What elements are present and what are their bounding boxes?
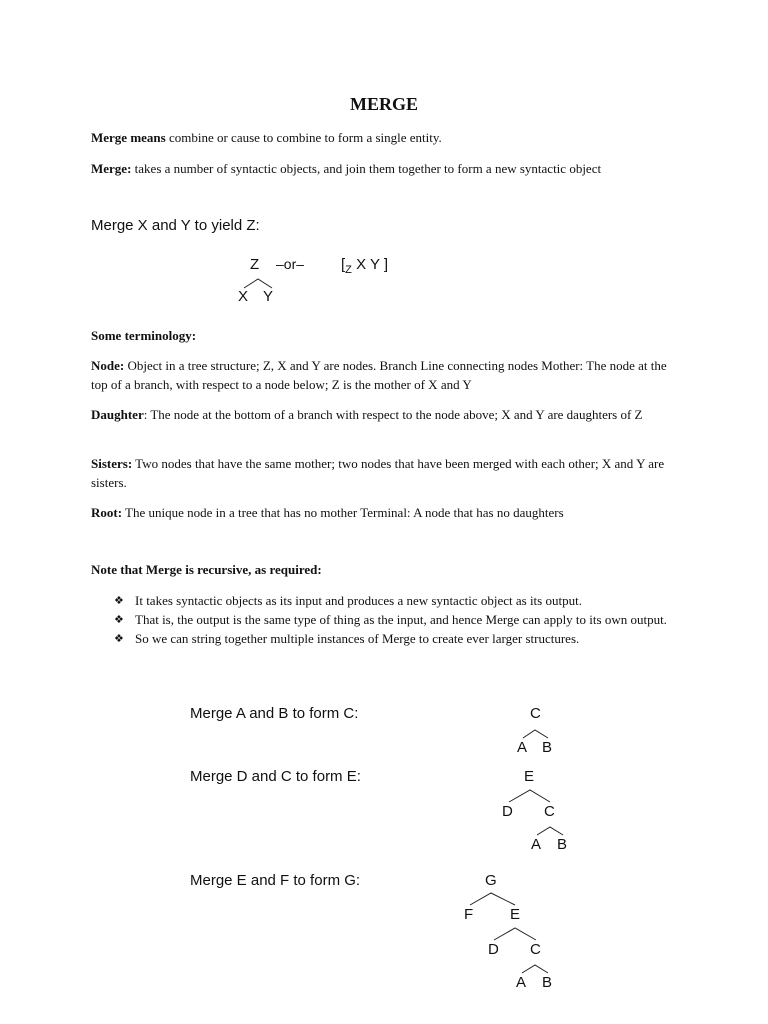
term-label: Sisters: [91, 456, 133, 471]
term-definition: Object in a tree structure; Z, X and Y are nodes. Branch Line connecting nodes Mother: The node at the top of a branch, with respect to a node below; Z is the mother of X and Y [91, 358, 667, 392]
example-caption-merge-ef: Merge E and F to form G: [190, 872, 361, 889]
tree2-branch-top [509, 790, 550, 802]
example1-branch [244, 279, 272, 288]
tree3-branch-top [470, 893, 515, 905]
bracket-open: [ [341, 256, 346, 273]
page-title: MERGE [349, 94, 418, 114]
term-label: Daughter [91, 407, 144, 422]
term-definition: The unique node in a tree that has no mother Terminal: A node that has no daughters [122, 505, 564, 520]
example-caption-merge-dc: Merge D and C to form E: [190, 768, 361, 785]
bullet-text: That is, the output is the same type of thing as the input, and hence Merge can apply to its own output. [135, 612, 667, 627]
tree1-node-a: A [517, 739, 528, 756]
tree3-node-e: E [510, 906, 521, 923]
terminology-heading: Some terminology: [91, 328, 197, 343]
example1-left-node: X [238, 288, 249, 305]
tree2-node-e: E [524, 768, 535, 785]
example1-right-node: Y [263, 288, 274, 305]
tree2-node-b: B [557, 836, 568, 853]
diamond-bullet-icon: ❖ [114, 613, 124, 626]
term-label: Root: [91, 505, 123, 520]
tree2-node-a: A [531, 836, 542, 853]
tree2-node-d: D [502, 803, 513, 820]
recursion-heading: Note that Merge is recursive, as required: [91, 562, 322, 577]
term-definition: : The node at the bottom of a branch with respect to the node above; X and Y are daughters of Z [143, 407, 643, 422]
example1-or-text: –or– [276, 256, 305, 272]
tree1-node-c: C [530, 705, 541, 722]
tree3-node-d: D [488, 941, 499, 958]
term-label: Node: [91, 358, 125, 373]
diamond-bullet-icon: ❖ [114, 594, 124, 607]
tree2-node-c: C [544, 803, 555, 820]
tree3-node-a: A [516, 974, 527, 991]
example1-root-node: Z [250, 256, 260, 273]
bullet-text: So we can string together multiple instances of Merge to create ever larger structures. [135, 631, 580, 646]
term-definition: Two nodes that have the same mother; two nodes that have been merged with each other; X and Y are sisters. [91, 456, 665, 490]
bracket-subscript: Z [345, 264, 352, 276]
tree3-node-c: C [530, 941, 541, 958]
merge-definition-text: takes a number of syntactic objects, and join them together to form a new syntactic object [131, 161, 602, 176]
diamond-bullet-icon: ❖ [114, 632, 124, 645]
tree1-node-b: B [542, 739, 553, 756]
tree3-branch-bottom [522, 965, 548, 973]
example-caption-merge-ab: Merge A and B to form C: [190, 705, 359, 722]
tree3-node-b: B [542, 974, 553, 991]
merge-term: Merge: [91, 161, 132, 176]
example1-caption: Merge X and Y to yield Z: [91, 217, 260, 234]
bullet-text: It takes syntactic objects as its input and produces a new syntactic object as its output. [135, 593, 582, 608]
tree2-branch-bottom [537, 827, 563, 835]
bracket-content: X Y ] [351, 256, 389, 273]
merge-means-text: combine or cause to combine to form a single entity. [165, 130, 442, 145]
tree1-branch [523, 730, 548, 738]
merge-means-term: Merge means [91, 130, 166, 145]
tree3-branch-middle [494, 928, 536, 940]
tree3-node-f: F [464, 906, 474, 923]
tree3-node-g: G [485, 872, 497, 889]
